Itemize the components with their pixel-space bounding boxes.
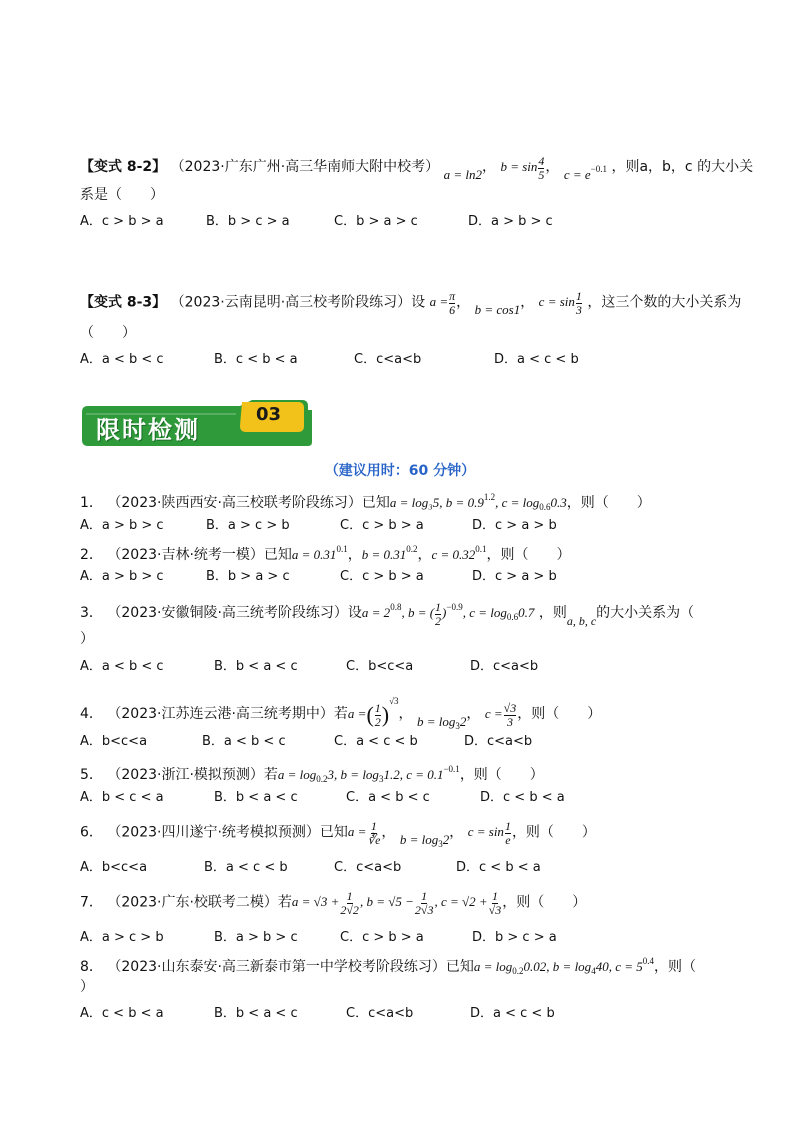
question-6-stem: 6． （2023·四川遂宁·统考模拟预测）已知a = $\frac{1}{∛e}$ ， $b = \log_32$， c = sin $\frac{1}{e}$ ，则（ ） (80, 819, 596, 850)
question-tail-2: 的大小关系为（ (596, 605, 695, 621)
question-tail: ，则（ ） (459, 767, 544, 783)
math-c: c = $\frac{√3}{3}$ (484, 700, 517, 729)
question-source: （2023·四川遂宁·统考模拟预测）已知 (107, 824, 348, 841)
option-a: A．c > b > a (80, 214, 164, 229)
option-a: A．a > c > b (80, 930, 164, 945)
section-badge (76, 398, 312, 448)
question-number: 7． (80, 894, 103, 911)
question-source: （2023·浙江·模拟预测）若 (107, 767, 278, 783)
option-b: B．a > b > c (214, 930, 298, 945)
question-number: 2． (80, 547, 103, 563)
math-b: $b = 0.31^{0.2}$ (361, 544, 418, 562)
option-c: C．c<a<b (346, 1006, 414, 1021)
math-a: a = ln2 (443, 167, 482, 182)
variant-8-2-stem: 【变式 8-2】 （2023·广东广州·高三华南师大附中校考） a = ln2， b = sin $\frac{4}{5}$ ， $c = e^{-0.1}$ ，则a，b，c 的大小关 (80, 153, 754, 182)
question-8-stem (80, 952, 696, 980)
question-tail: ，则 (538, 605, 567, 621)
question-vars: a, b, c (566, 614, 597, 628)
question-source: （2023·陕西西安·高三校联考阶段练习）已知 (107, 495, 390, 511)
option-b: B．b < a < c (214, 659, 298, 674)
question-tail: ，则（ (653, 959, 696, 975)
option-a: A．a > b > c (80, 518, 164, 533)
option-b: B．b < a < c (214, 790, 298, 805)
option-b: B．c < b < a (214, 352, 298, 367)
option-c: C．c<a<b (354, 352, 422, 367)
option-d: D．c<a<b (470, 659, 539, 674)
math-b: b = cos1 (474, 302, 521, 318)
question-3-stem (80, 598, 694, 628)
option-d: D．c > a > b (472, 518, 557, 533)
option-c: C．c > b > a (340, 569, 424, 584)
option-a: A．a > b > c (80, 569, 164, 584)
option-a: A．b < c < a (80, 790, 164, 805)
option-d: D．c < b < a (480, 790, 565, 805)
option-c: C．c<a<b (334, 860, 402, 875)
question-number: 5． (80, 767, 103, 783)
question-7-stem (80, 890, 586, 917)
option-d: D．a < c < b (494, 352, 579, 367)
option-d: D．b > c > a (472, 930, 557, 945)
question-expr: $a = 2^{0.8}$, b = ( $\frac{1}{2}$ )$^{-0.9}$, $c = \log_{0.6}0.7$ (361, 599, 535, 628)
option-d: D．c < b < a (456, 860, 541, 875)
question-expr: a = log₃5, $b = 0.9^{1.2}$, $c = \log_{0.6}0.3$ (389, 492, 567, 512)
option-a: A．a < b < c (80, 659, 164, 674)
question-tail: ，则（ ） (486, 547, 571, 563)
option-b: B．b < a < c (214, 1006, 298, 1021)
option-b: B．b > a > c (206, 569, 290, 584)
math-c: c = sin $\frac{1}{e}$ (467, 819, 511, 847)
question-tail: ，则（ ） (566, 495, 651, 511)
option-d: D．c > a > b (472, 569, 557, 584)
question-number: 8． (80, 959, 103, 975)
option-a: A．c < b < a (80, 1006, 164, 1021)
question-tail: ，则（ ） (502, 894, 587, 911)
option-a: A．a < b < c (80, 352, 164, 367)
variant-tag: 【变式 8-2】 (80, 159, 167, 175)
question-3-stem-2: ） (80, 631, 94, 647)
question-2-stem: 2． （2023·吉林·统考一模）已知$a = 0.31^{0.1}$，$b = 0.31^{0.2}$，$c = 0.32^{0.1}$，则（ ） (80, 544, 571, 563)
question-4-stem: 4． （2023·江苏连云港·高三统考期中）若a =( $\frac{1}{2}$ )$^{√3}$， $b = \log_32$， c = $\frac{√3}{3}$ ，则（ ） (80, 696, 602, 731)
option-b: B．a < c < b (204, 860, 288, 875)
option-c: C．c > b > a (340, 930, 424, 945)
question-8-stem-2: ） (80, 979, 94, 995)
math-c: c = sin $\frac{1}{3}$ (538, 289, 582, 317)
question-5-stem (80, 760, 544, 788)
variant-8-3-stem-2: （ ） (80, 325, 136, 341)
option-d: D．a > b > c (468, 214, 553, 229)
question-tail: ，则（ ） (511, 824, 596, 841)
variant-8-2-stem-2: 系是（ ） (80, 187, 164, 203)
option-b: B．b > c > a (206, 214, 290, 229)
option-d: D．c<a<b (464, 734, 533, 749)
math-a: a =( $\frac{1}{2}$ )$^{√3}$ (347, 696, 399, 729)
variant-tag: 【变式 8-3】 (80, 294, 167, 311)
question-number: 4． (80, 706, 103, 722)
question-source: （2023·吉林·统考一模）已知 (107, 547, 292, 563)
math-b: b = sin $\frac{4}{5}$ (500, 153, 545, 182)
question-expr: a = √3 + $\frac{1}{2√2}$ , b = √5 − $\frac{1}{2√3}$ , c = √2 + $\frac{1}{√3}$ (291, 889, 502, 917)
question-source: （2023·江苏连云港·高三统考期中）若 (107, 706, 348, 722)
math-a: a = $\frac{1}{∛e}$ (347, 819, 381, 847)
option-c: C．a < b < c (346, 790, 430, 805)
recommended-time: （建议用时：60 分钟） (324, 463, 476, 479)
option-b: B．a < b < c (202, 734, 286, 749)
math-c: $c = 0.32^{0.1}$ (431, 544, 487, 562)
question-source: （2023·广东·校联考二模）若 (107, 894, 292, 911)
option-b: B．a > c > b (206, 518, 290, 533)
option-a: A．b<c<a (80, 860, 148, 875)
question-expr: $a = \log_{0.2}3$, $b = \log_31.2$, $c = 0.1^{-0.1}$ (277, 764, 460, 784)
math-a: a = $\frac{\pi}{6}$ (429, 289, 456, 317)
variant-source: （2023·广东广州·高三华南师大附中校考） (170, 159, 440, 175)
option-c: C．a < c < b (334, 734, 418, 749)
question-number: 6． (80, 824, 103, 841)
math-a: $a = 0.31^{0.1}$ (291, 544, 348, 562)
option-a: A．b<c<a (80, 734, 148, 749)
option-c: C．b<c<a (346, 659, 414, 674)
question-source: （2023·安徽铜陵·高三统考阶段练习）设 (107, 605, 362, 621)
variant-8-3-stem: 【变式 8-3】 （2023·云南昆明·高三校考阶段练习）设 a = $\frac{\pi}{6}$ ， b = cos1， c = sin $\frac{1}{3}$ ，这三个数的大小关系为 (80, 289, 742, 318)
question-number: 1． (80, 495, 103, 511)
question-tail: ，则（ ） (517, 706, 602, 722)
math-b: $b = \log_32$ (399, 832, 450, 850)
section-title: 限时检测 (96, 416, 200, 444)
question-expr: $a = \log_{0.2}0.02$, $b = \log_440$, $c = 5^{0.4}$ (473, 956, 654, 976)
option-d: D．a < c < b (470, 1006, 555, 1021)
section-number: 03 (256, 404, 282, 425)
option-c: C．c > b > a (340, 518, 424, 533)
math-c: $c = e^{-0.1}$ (563, 164, 607, 182)
variant-tail: ，这三个数的大小关系为 (587, 294, 742, 311)
option-c: C．b > a > c (334, 214, 418, 229)
variant-source: （2023·云南昆明·高三校考阶段练习）设 (170, 294, 426, 311)
variant-tail: ，则a，b，c 的大小关 (611, 159, 754, 175)
math-b: $b = \log_32$ (417, 714, 467, 731)
question-source: （2023·山东泰安·高三新泰市第一中学校考阶段练习）已知 (107, 959, 474, 975)
question-number: 3． (80, 605, 103, 621)
question-1-stem (80, 488, 651, 516)
